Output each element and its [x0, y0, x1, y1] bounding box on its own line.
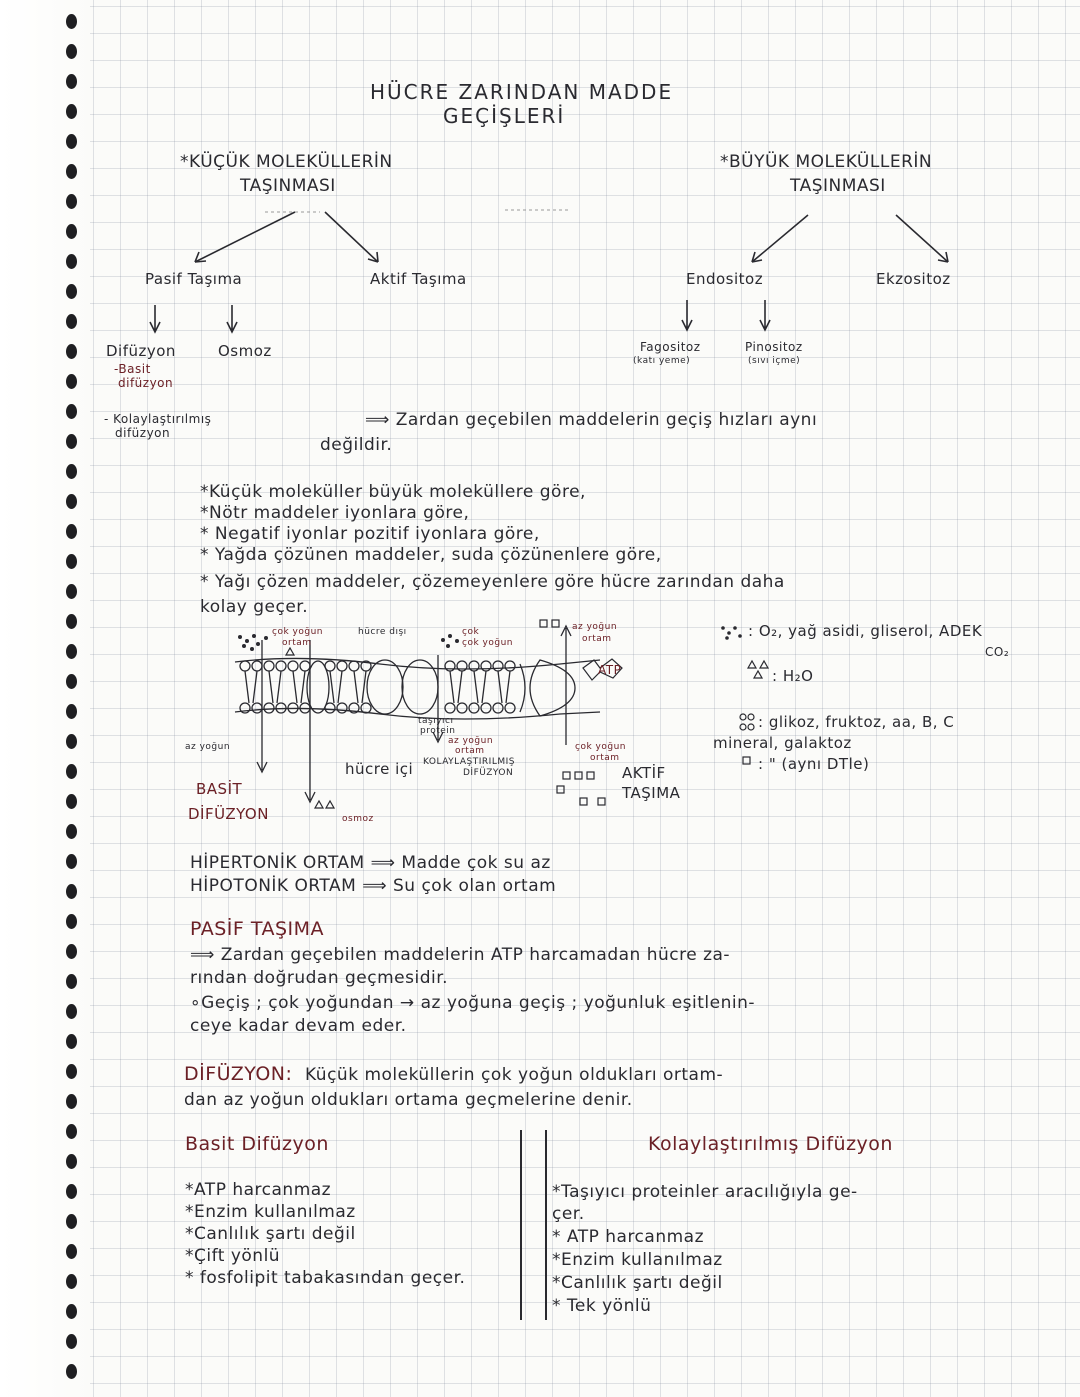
- atp-label: ATP: [598, 663, 622, 677]
- tasiyici-protein-label-line2: protein: [420, 726, 456, 736]
- kolaylastirilmis-diagram-label-line2: DİFÜZYON: [463, 768, 514, 778]
- cok-yogun-lower-label: çok yoğun: [575, 742, 626, 752]
- arrow-to-endositoz: [752, 215, 808, 262]
- small-molecules-heading: *KÜÇÜK MOLEKÜLLERİN: [180, 152, 393, 172]
- comparison-item: kolay geçer.: [200, 597, 309, 617]
- arrow-to-aktif: [325, 212, 378, 262]
- tasiyici-az-yogun: az yoğun: [448, 736, 494, 746]
- kolaylastirilmis-item: *Enzim kullanılmaz: [552, 1250, 723, 1270]
- basit-difuzyon-item: *Çift yönlü: [185, 1246, 281, 1266]
- arrow-to-pasif: [195, 212, 295, 262]
- page-title-line2: GEÇİŞLERİ: [443, 104, 566, 128]
- hipertonik-line: HİPERTONİK ORTAM ⟹ Madde çok su az: [190, 853, 551, 873]
- aktif-tasima-label: Aktif Taşıma: [370, 270, 467, 288]
- cok-small-label: çok: [462, 627, 480, 637]
- legend-row-2: : H₂O: [772, 667, 814, 685]
- kolaylastirilmis-item: çer.: [552, 1204, 585, 1224]
- pasif-definition-line2: rından doğrudan geçmesidir.: [190, 968, 449, 988]
- cok-yogun-lower-label-line2: ortam: [590, 753, 620, 763]
- kolaylastirilmis-item: *Canlılık şartı değil: [552, 1273, 723, 1293]
- column-divider: [545, 1130, 547, 1320]
- arrow-to-difuzyon: [150, 305, 160, 332]
- small-molecules-heading-line2: TAŞINMASI: [240, 176, 336, 196]
- comparison-item: * Yağı çözen maddeler, çözemeyenlere göre hücre zarından daha: [200, 572, 785, 592]
- kolaylastirilmis-item: * Tek yönlü: [552, 1296, 652, 1316]
- pinositoz-note: (sıvı içme): [748, 356, 801, 366]
- arrow-to-ekzositoz: [896, 215, 948, 262]
- legend-row-1b: CO₂: [985, 645, 1010, 659]
- osmoz-label: Osmoz: [218, 342, 272, 360]
- legend-row-3b: mineral, galaktoz: [713, 734, 852, 752]
- difuzyon-label: Difüzyon: [106, 342, 176, 360]
- hucre-disi-label: hücre dışı: [358, 627, 407, 637]
- page-title: HÜCRE ZARINDAN MADDE: [370, 80, 674, 104]
- basit-difuzyon-diagram-label: BASİT: [196, 780, 243, 798]
- basit-difuzyon-diagram-label-line2: DİFÜZYON: [188, 805, 269, 823]
- aktif-tasima-diagram-label: AKTİF: [622, 764, 666, 782]
- pasif-definition-line3: ∘Geçiş ; çok yoğundan → az yoğuna geçiş ; yoğunluk eşitlenin-: [190, 993, 755, 1013]
- kolaylastirilmis-item: * ATP harcanmaz: [552, 1227, 704, 1247]
- kolaylastirilmis-item: *Taşıyıcı proteinler aracılığıyla ge-: [552, 1182, 858, 1202]
- legend-row-3: : glikoz, fruktoz, aa, B, C: [758, 713, 955, 731]
- arrow-to-osmoz: [227, 305, 237, 332]
- comparison-item: *Nötr maddeler iyonlara göre,: [200, 503, 470, 523]
- arrow-to-fagositoz: [682, 300, 692, 330]
- tasiyici-ortam: ortam: [455, 746, 485, 756]
- hipotonik-line: HİPOTONİK ORTAM ⟹ Su çok olan ortam: [190, 876, 557, 896]
- difuzyon-heading: DİFÜZYON:: [184, 1063, 293, 1085]
- membrane-diagram: [235, 626, 600, 802]
- pasif-tasima-label: Pasif Taşıma: [145, 270, 243, 288]
- hucre-ici-label: hücre içi: [345, 760, 414, 778]
- cok-yogun-label: çok yoğun: [272, 627, 323, 637]
- basit-difuzyon-label: -Basit: [114, 362, 151, 376]
- cok-yogun-label-line2: ortam: [282, 638, 312, 648]
- az-yogun-left-label: az yoğun: [185, 742, 231, 752]
- fagositoz-note: (katı yeme): [633, 356, 691, 366]
- big-molecules-heading: *BÜYÜK MOLEKÜLLERİN: [720, 152, 933, 172]
- basit-difuzyon-item: *Enzim kullanılmaz: [185, 1202, 356, 1222]
- aktif-tasima-diagram-label-line2: TAŞIMA: [622, 784, 681, 802]
- fagositoz-label: Fagositoz: [640, 340, 701, 354]
- pasif-tasima-heading: PASİF TAŞIMA: [190, 918, 325, 940]
- big-molecules-heading-line2: TAŞINMASI: [790, 176, 886, 196]
- comparison-item: *Küçük moleküller büyük moleküllere göre,: [200, 482, 586, 502]
- speed-note-line1: ⟹ Zardan geçebilen maddelerin geçiş hızları aynı: [365, 410, 818, 430]
- pasif-definition-line1: ⟹ Zardan geçebilen maddelerin ATP harcamadan hücre za-: [190, 945, 731, 965]
- pinositoz-label: Pinositoz: [745, 340, 803, 354]
- az-yogun-top-label-line2: ortam: [582, 634, 612, 644]
- legend-row-1: : O₂, yağ asidi, gliserol, ADEK: [748, 622, 983, 640]
- basit-difuzyon-column-title: Basit Difüzyon: [185, 1133, 329, 1155]
- kolaylastirilmis-diagram-label: KOLAYLAŞTIRILMIŞ: [423, 757, 515, 767]
- difuzyon-definition-line1: Küçük moleküllerin çok yoğun oldukları ortam-: [305, 1065, 724, 1085]
- legend-row-4: : " (aynı DTle): [758, 755, 870, 773]
- comparison-item: * Negatif iyonlar pozitif iyonlara göre,: [200, 524, 540, 544]
- ekzositoz-label: Ekzositoz: [876, 270, 951, 288]
- column-divider: [520, 1130, 522, 1320]
- kolaylastirilmis-column-title: Kolaylaştırılmış Difüzyon: [648, 1133, 893, 1155]
- pasif-definition-line4: ceye kadar devam eder.: [190, 1016, 407, 1036]
- difuzyon-definition-line2: dan az yoğun oldukları ortama geçmelerine denir.: [184, 1090, 633, 1110]
- basit-difuzyon-item: *ATP harcanmaz: [185, 1180, 332, 1200]
- az-yogun-top-label: az yoğun: [572, 622, 618, 632]
- kolaylastirilmis-label-line2: difüzyon: [115, 426, 171, 440]
- kolaylastirilmis-label: - Kolaylaştırılmış: [104, 412, 212, 426]
- endositoz-label: Endositoz: [686, 270, 764, 288]
- yogun-small-label: çok yoğun: [462, 638, 513, 648]
- speed-note-line2: değildir.: [320, 435, 393, 455]
- basit-difuzyon-item: * fosfolipit tabakasından geçer.: [185, 1268, 466, 1288]
- arrow-to-pinositoz: [760, 300, 770, 330]
- comparison-item: * Yağda çözünen maddeler, suda çözünenlere göre,: [200, 545, 662, 565]
- osmoz-diagram-label: osmoz: [342, 814, 374, 824]
- tasiyici-protein-label: taşıyıcı: [418, 716, 454, 726]
- basit-difuzyon-label-line2: difüzyon: [118, 376, 174, 390]
- basit-difuzyon-item: *Canlılık şartı değil: [185, 1224, 356, 1244]
